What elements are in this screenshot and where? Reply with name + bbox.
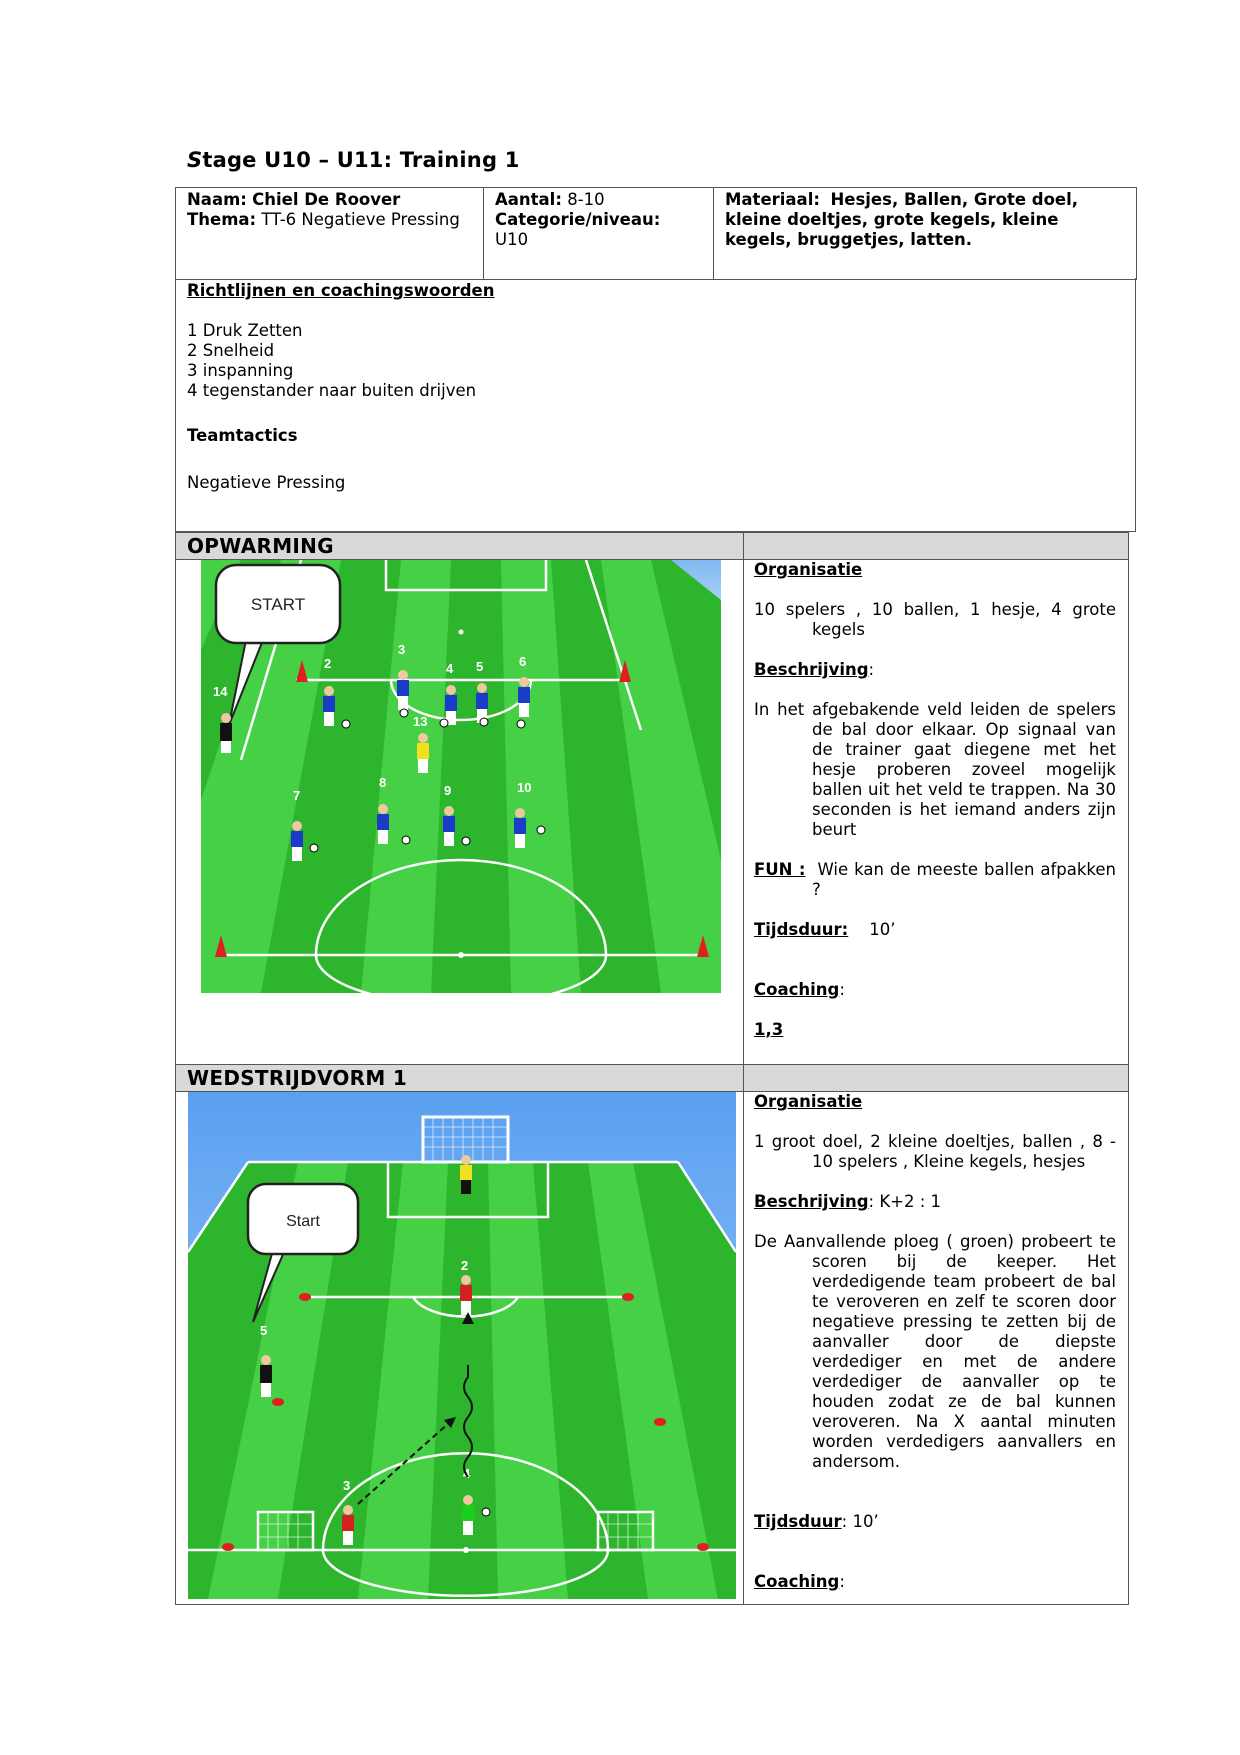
player-number: 5 (260, 1323, 268, 1338)
warmup-duration-value: 10’ (869, 920, 896, 939)
warmup-org-title: Organisatie (754, 560, 863, 579)
count-category-cell (484, 188, 714, 280)
title-rest: tage U10 – U11: Training 1 (202, 148, 520, 172)
match-org-text: 1 groot doel, 2 kleine doeltjes, ballen , 8 - 10 spelers , Kleine kegels, hesjes (754, 1132, 1116, 1171)
guideline-item: 1 Druk Zetten (187, 321, 303, 340)
name-theme-cell (176, 188, 484, 280)
name-label: Naam: (187, 190, 247, 209)
warmup-desc-text: In het afgebakende veld leiden de spelers de bal door elkaar. Op signaal van de trainer gaat diegene met het hesje proberen zoveel mogelijk ballen uit het veld te trappen. Na 30 seconden is het iemand anders zijn beurt (754, 700, 1116, 839)
match-desc-suffix: : K+2 : 1 (868, 1192, 942, 1211)
warmup-fun-text: Wie kan de meeste ballen afpakken ? (812, 860, 1116, 899)
theme-label: Thema: (187, 210, 257, 229)
guideline-item: 3 inspanning (187, 361, 294, 380)
material-label: Materiaal: (725, 190, 820, 209)
material-value: Hesjes, Ballen, Grote doel, kleine doeltjes, grote kegels, kleine kegels, bruggetjes, latten. (725, 190, 1079, 249)
player-number: 2 (324, 656, 332, 671)
player-number: 3 (343, 1478, 351, 1493)
warmup-heading: OPWARMING (187, 534, 334, 558)
warmup-section (175, 532, 1129, 1065)
warmup-header (176, 533, 1128, 560)
match-heading: WEDSTRIJDVORM 1 (187, 1066, 408, 1090)
match-duration-label: Tijdsduur (754, 1512, 842, 1531)
guidelines-title: Richtlijnen en coachingswoorden (187, 281, 495, 300)
bubble-text: Start (286, 1213, 320, 1230)
material-cell (714, 188, 1137, 280)
warmup-fun-label: FUN : (754, 860, 806, 879)
match-org-title: Organisatie (754, 1092, 863, 1111)
player-number: 5 (476, 659, 484, 674)
bubble-text: START (250, 595, 306, 614)
guideline-item: 4 tegenstander naar buiten drijven (187, 381, 477, 400)
player-number: 6 (519, 654, 527, 669)
player-number: 2 (461, 1258, 469, 1273)
tactics-title: Teamtactics (187, 426, 298, 445)
warmup-org-text: 10 spelers , 10 ballen, 1 hesje, 4 grote kegels (754, 600, 1116, 639)
match-details: Organisatie 1 groot doel, 2 kleine doeltjes, ballen , 8 - 10 spelers , Kleine kegels, hesjes Beschrijving: K+2 : 1 De Aanvallende ploeg ( groen) probeert te scoren bij de keeper. Het verdedigende team probeert de bal te veroveren en zelf te scoren door negatieve pressing te zetten bij de aanvaller door de diepste verdediger en met de andere verdediger de aanvaller op te houden zodat ze de bal kunnen veroveren. Na X aantal minuten worden verdedigers aanvallers en andersom. Tijdsduur: 10’ Coaching: (754, 1092, 1116, 1591)
match-coaching-label: Coaching (754, 1572, 840, 1591)
warmup-details: Organisatie 10 spelers , 10 ballen, 1 hesje, 4 grote kegels Beschrijving: In het afgebakende veld leiden de spelers de bal door elkaar. Op signaal van de trainer gaat diegene met het hesje proberen zoveel mogelijk ballen uit het veld te trappen. Na 30 seconden is het iemand anders zijn beurt FUN : Wie kan de meeste ballen afpakken ? Tijdsduur: 10’ Coaching: 1,3 (754, 560, 1116, 1039)
player-number: 3 (398, 642, 406, 657)
match-section (175, 1064, 1129, 1605)
warmup-coaching-value: 1,3 (754, 1020, 784, 1039)
page-title (187, 148, 520, 172)
header-table (175, 187, 1137, 280)
category-value: U10 (495, 230, 529, 249)
player-number: 13 (413, 714, 428, 729)
player-number: 9 (444, 783, 452, 798)
count-label: Aantal: (495, 190, 562, 209)
category-label: Categorie/niveau: (495, 210, 661, 229)
match-diagram (188, 1092, 736, 1599)
guideline-item: 2 Snelheid (187, 341, 275, 360)
player-number: 8 (379, 775, 387, 790)
player-number: 4 (463, 1466, 471, 1481)
match-duration-value: : 10’ (841, 1512, 879, 1531)
theme-value: TT-6 Negatieve Pressing (261, 210, 460, 229)
player-number: 7 (293, 788, 301, 803)
match-header (176, 1065, 1128, 1092)
warmup-diagram (201, 560, 721, 993)
title-first-letter: S (187, 148, 203, 172)
player-number: 4 (446, 661, 454, 676)
match-desc-title: Beschrijving (754, 1192, 869, 1211)
player-number: 10 (517, 780, 532, 795)
tactics-value: Negatieve Pressing (187, 473, 346, 492)
warmup-coaching-label: Coaching (754, 980, 840, 999)
match-desc-text: De Aanvallende ploeg ( groen) probeert te scoren bij de keeper. Het verdedigende team probeert de bal te veroveren en zelf te scoren door negatieve pressing te zetten bij de aanvaller door de diepste verdediger en met de andere verdediger de aanvaller op te houden zodat ze de bal kunnen veroveren. Na X aantal minuten worden verdedigers aanvallers en andersom. (754, 1232, 1116, 1471)
warmup-duration-label: Tijdsduur: (754, 920, 849, 939)
name-value: Chiel De Roover (252, 190, 401, 209)
warmup-desc-title: Beschrijving (754, 660, 869, 679)
count-value: 8-10 (567, 190, 605, 209)
guidelines-box (175, 278, 1136, 532)
player-number: 14 (213, 684, 228, 699)
